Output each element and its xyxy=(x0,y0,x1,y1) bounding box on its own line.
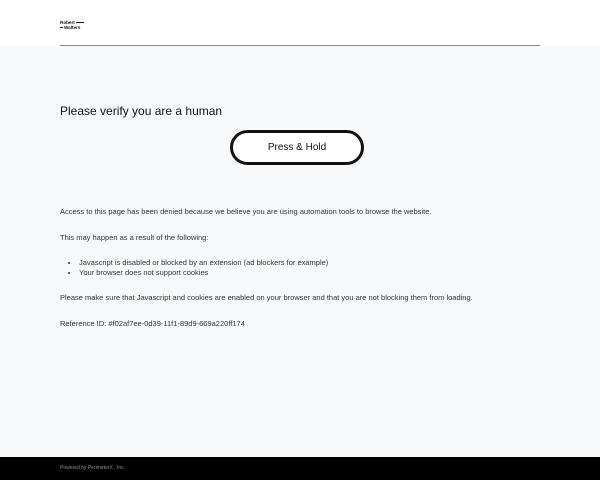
powered-by-text: Powered by PerimeterX , Inc. xyxy=(60,465,126,471)
reasons-intro-text: This may happen as a result of the following: xyxy=(60,233,209,242)
logo-dash xyxy=(60,27,63,28)
page-title: Please verify you are a human xyxy=(60,104,223,118)
press-and-hold-button[interactable]: Press & Hold xyxy=(230,130,364,165)
page-footer xyxy=(0,457,600,480)
header-divider xyxy=(60,45,540,46)
logo-line-2 xyxy=(60,25,90,30)
access-denied-text: Access to this page has been denied because we believe you are using automation tools to browse the website. xyxy=(60,207,432,216)
instructions-text: Please make sure that Javascript and cookies are enabled on your browser and that you are not blocking them from loading. xyxy=(60,293,473,302)
logo-word-robert: Robert xyxy=(60,20,75,25)
logo-word-walters: Walters xyxy=(64,25,81,30)
reasons-list xyxy=(60,258,328,278)
reference-id-text: Reference ID: #f02af7ee-0d39-11f1-89d9-669a220ff174 xyxy=(60,319,245,328)
list-item: • Your browser does not support cookies xyxy=(79,268,328,278)
list-item: • Javascript is disabled or blocked by an extension (ad blockers for example) xyxy=(79,258,328,268)
page-header xyxy=(0,0,600,46)
logo-dash xyxy=(76,22,84,23)
robert-walters-logo[interactable] xyxy=(60,20,90,30)
